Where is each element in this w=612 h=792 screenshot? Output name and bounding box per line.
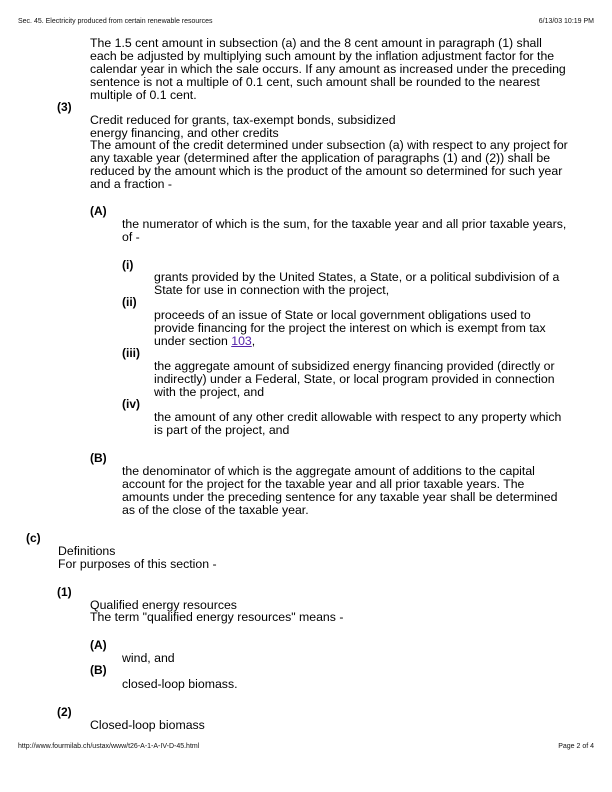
text-line: with the project, and: [154, 385, 265, 399]
text-line: sentence is not a multiple of 0.1 cent, such amount shall be rounded to the nearest: [90, 75, 540, 89]
text-line: State for use in connection with the project,: [154, 283, 390, 297]
text-fragment: ,: [251, 334, 256, 348]
text-line: of -: [122, 230, 140, 244]
para-label-2: (2): [57, 705, 72, 719]
text-line: the amount of any other credit allowable with respect to any property which: [154, 410, 562, 424]
text-line: grants provided by the United States, a State, or a political subdivision of a: [154, 270, 560, 284]
subsection-label-c: (c): [26, 531, 41, 545]
para-1-heading: Qualified energy resources: [90, 598, 237, 612]
para-1-body: The term "qualified energy resources" means -: [90, 610, 344, 624]
para-label-3: (3): [57, 100, 72, 114]
section-103-link[interactable]: 103: [231, 334, 252, 348]
footer-page-number: Page 2 of 4: [558, 743, 594, 750]
header-title: Sec. 45. Electricity produced from certain renewable resources: [18, 18, 213, 25]
header-datetime: 6/13/03 10:19 PM: [538, 18, 594, 25]
text-line: and a fraction -: [90, 177, 173, 191]
text-fragment: under section: [154, 334, 232, 348]
subpara-A-text: wind, and: [122, 651, 175, 665]
text-line: The 1.5 cent amount in subsection (a) and the 8 cent amount in paragraph (1) shall: [90, 36, 542, 50]
text-line: as of the close of the taxable year.: [122, 503, 309, 517]
text-line: provide financing for the project the interest on which is exempt from tax: [154, 321, 546, 335]
clause-label-ii: (ii): [122, 295, 137, 309]
text-line: [154, 335, 255, 347]
text-line: The amount of the credit determined under subsection (a) with respect to any project for: [90, 138, 568, 152]
subpara-B-text: closed-loop biomass.: [122, 677, 238, 691]
text-line: reduced by the amount which is the product of the amount so determined for such year: [90, 164, 563, 178]
para-2-heading: Closed-loop biomass: [90, 718, 205, 732]
text-line: indirectly) under a Federal, State, or local program provided in connection: [154, 372, 555, 386]
text-line: account for the project for the taxable year and all prior taxable years. The: [122, 477, 525, 491]
text-line: each be adjusted by multiplying such amount by the inflation adjustment factor for the: [90, 49, 555, 63]
text-line: the numerator of which is the sum, for the taxable year and all prior taxable years,: [122, 217, 567, 231]
heading-line: energy financing, and other credits: [90, 126, 279, 140]
text-line: the denominator of which is the aggregate amount of additions to the capital: [122, 464, 535, 478]
subpara-label-B: (B): [90, 451, 107, 465]
text-line: the aggregate amount of subsidized energy financing provided (directly or: [154, 359, 555, 373]
clause-label-i: (i): [122, 258, 134, 272]
subpara-label-B: (B): [90, 663, 107, 677]
clause-label-iii: (iii): [122, 346, 140, 360]
subpara-label-A: (A): [90, 638, 107, 652]
heading-line: Credit reduced for grants, tax-exempt bonds, subsidized: [90, 113, 396, 127]
subpara-label-A: (A): [90, 204, 107, 218]
text-line: any taxable year (determined after the application of paragraphs (1) and (2)) shall be: [90, 151, 551, 165]
subsection-c-heading: Definitions: [58, 544, 116, 558]
text-line: calendar year in which the sale occurs. If any amount as increased under the preceding: [90, 62, 566, 76]
para-label-1: (1): [57, 585, 72, 599]
clause-label-iv: (iv): [122, 397, 140, 411]
text-line: amounts under the preceding sentence for any taxable year shall be determined: [122, 490, 558, 504]
text-line: multiple of 0.1 cent.: [90, 88, 197, 102]
footer-url: http://www.fourmilab.ch/ustax/www/t26-A-1-A-IV-D-45.html: [18, 743, 200, 750]
text-line: proceeds of an issue of State or local government obligations used to: [154, 308, 531, 322]
text-line: is part of the project, and: [154, 423, 290, 437]
subsection-c-body: For purposes of this section -: [58, 557, 217, 571]
